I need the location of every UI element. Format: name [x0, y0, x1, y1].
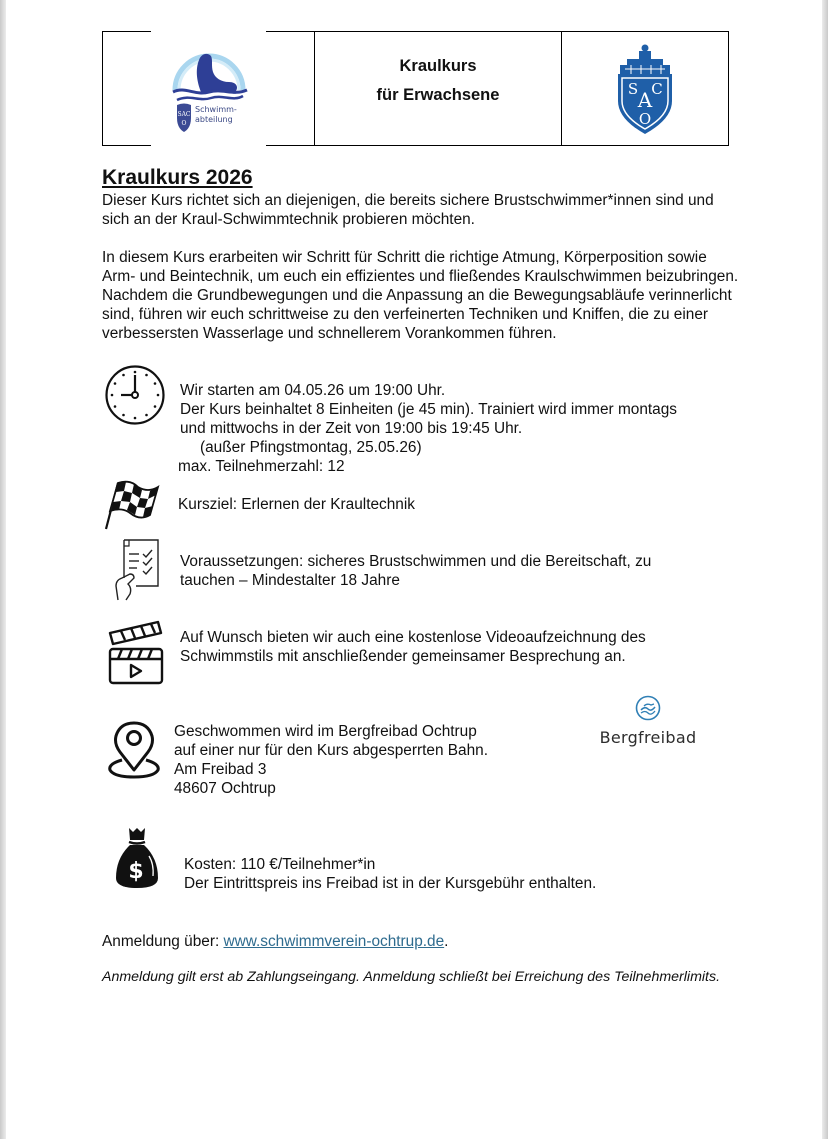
shield-letter-s: S — [627, 79, 639, 98]
registration-suffix: . — [444, 933, 449, 950]
clapperboard-icon — [106, 619, 166, 687]
video-line1: Auf Wunsch bieten wir auch eine kostenlose Videoaufzeichnung des — [180, 629, 646, 646]
registration-label: Anmeldung über: — [102, 933, 224, 950]
description-paragraph: In diesem Kurs erarbeiten wir Schritt für Schritt die richtige Atmung, Körperposition sowie Arm- und Beintechnik, um euch ein effizientes und fließendes Kraulschwimmen beizubringen. Nachdem die Grundbewegungen und die Anpassung an die Bewegungsabläufe verinnerlicht sind, führen wir euch schrittweise zu den verfeinerten Techniken und Kniffen, die zu einer verbessersten Wasserlage und schnellerem Vorankommen führen. — [102, 249, 739, 342]
header-cell-right-logo — [562, 32, 728, 145]
header-title-line2: für Erwachsene — [376, 85, 500, 104]
svg-text:SAC: SAC — [177, 111, 191, 118]
page-edge-left — [0, 0, 6, 1139]
cost-line2: Der Eintrittspreis ins Freibad ist in der Kursgebühr enthalten. — [184, 875, 597, 892]
registration-line — [102, 932, 448, 951]
bergfreibad-wave-icon — [634, 695, 662, 721]
svg-text:O: O — [181, 120, 187, 127]
requirements-line1: Voraussetzungen: sicheres Brustschwimmen und die Bereitschaft, zu — [180, 553, 652, 570]
cost-line1: Kosten: 110 €/Teilnehmer*in — [184, 856, 376, 873]
registration-note: Anmeldung gilt erst ab Zahlungseingang. Anmeldung schließt bei Erreichung des Teilnehmerlimits. — [102, 969, 721, 985]
page-title: Kraulkurs 2026 — [102, 166, 253, 189]
shield-letter-a: A — [637, 87, 653, 112]
logo-caption-line1: Schwimm- — [195, 105, 237, 114]
header-table — [102, 31, 729, 146]
clock-icon — [104, 364, 166, 426]
location-line2: auf einer nur für den Kurs abgesperrten Bahn. — [174, 742, 488, 759]
schedule-start: Wir starten am 04.05.26 um 19:00 Uhr. — [180, 382, 446, 399]
address-city: 48607 Ochtrup — [174, 780, 276, 797]
header-cell-left-logo — [103, 32, 315, 145]
schedule-exception: (außer Pfingstmontag, 25.05.26) — [200, 439, 422, 456]
shield-letter-o: O — [638, 109, 652, 128]
checkered-flag-icon — [104, 479, 160, 531]
intro-paragraph: Dieser Kurs richtet sich an diejenigen, die bereits sichere Brustschwimmer*innen sind und sich an der Kraul-Schwimmtechnik probieren möchten. — [102, 192, 714, 228]
swimmer-logo-icon — [151, 30, 266, 147]
address-street: Am Freibad 3 — [174, 761, 267, 778]
dollar-sign: $ — [128, 859, 144, 884]
course-goal: Kursziel: Erlernen der Kraultechnik — [178, 496, 415, 513]
location-line1: Geschwommen wird im Bergfreibad Ochtrup — [174, 723, 477, 740]
logo-caption-line2: abteilung — [195, 115, 233, 124]
money-bag-icon — [114, 826, 160, 890]
registration-link[interactable]: www.schwimmverein-ochtrup.de — [223, 933, 445, 950]
bergfreibad-logo — [598, 695, 698, 747]
swimming-department-logo — [151, 30, 266, 147]
header-cell-title — [315, 32, 562, 145]
checklist-icon — [112, 538, 162, 602]
shield-letter-c: C — [651, 79, 663, 98]
schedule-times: und mittwochs in der Zeit von 19:00 bis 19:45 Uhr. — [180, 420, 523, 437]
page-edge-right — [822, 0, 828, 1139]
requirements-line2: tauchen – Mindestalter 18 Jahre — [180, 572, 400, 589]
schedule-units: Der Kurs beinhaltet 8 Einheiten (je 45 min). Trainiert wird immer montags — [180, 401, 677, 418]
video-line2: Schwimmstils mit anschließender gemeinsamer Besprechung an. — [180, 648, 626, 665]
saco-shield-logo-icon — [615, 43, 675, 135]
bergfreibad-logo-text: Bergfreibad — [599, 728, 697, 747]
max-participants: max. Teilnehmerzahl: 12 — [178, 458, 345, 475]
map-pin-icon — [106, 720, 162, 780]
header-title-line1: Kraulkurs — [399, 56, 477, 75]
